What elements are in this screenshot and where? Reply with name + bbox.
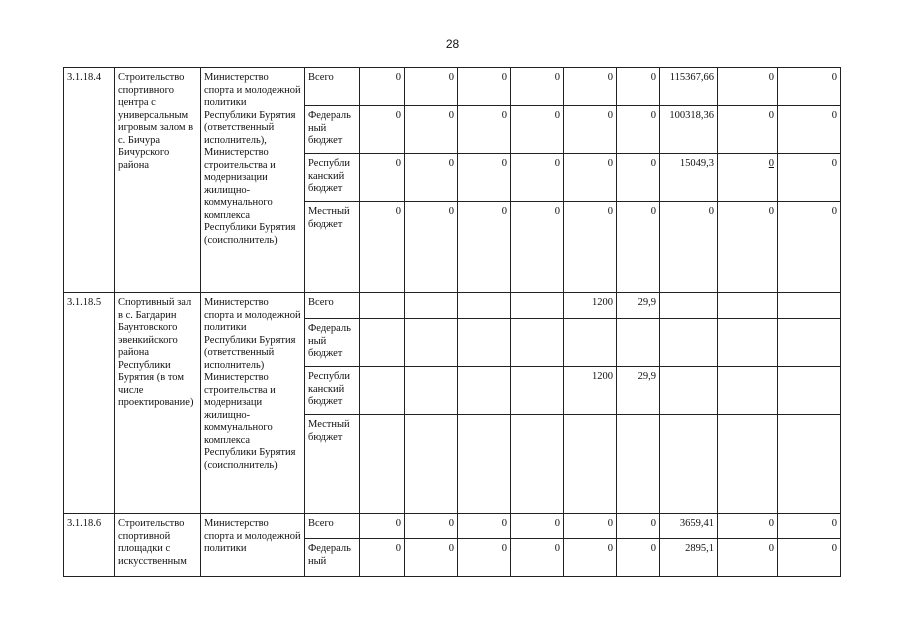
item-name: Строительство спортивной площадки с искусственным xyxy=(115,514,201,577)
value-cell: 0 xyxy=(778,106,841,154)
value-cell: 0 xyxy=(458,514,511,539)
value-cell xyxy=(360,367,405,415)
funding-source: Всего xyxy=(305,293,360,319)
value-cell xyxy=(405,293,458,319)
value-cell xyxy=(778,415,841,514)
table-row xyxy=(64,293,841,319)
value-cell: 0 xyxy=(405,106,458,154)
value-cell xyxy=(458,367,511,415)
value-cell xyxy=(617,415,660,514)
value-cell: 0 xyxy=(405,514,458,539)
value-cell: 0 xyxy=(718,106,778,154)
value-cell: 0 xyxy=(405,68,458,106)
item-code: 3.1.18.5 xyxy=(64,293,115,514)
value-cell: 0 xyxy=(360,202,405,293)
value-cell: 0 xyxy=(564,202,617,293)
value-cell: 0 xyxy=(778,539,841,577)
value-cell xyxy=(360,415,405,514)
value-cell xyxy=(718,154,778,202)
value-cell: 115367,66 xyxy=(660,68,718,106)
item-name: Строительство спортивного центра с универсальным игровым залом в с. Бичура Бичурского района xyxy=(115,68,201,293)
value-cell xyxy=(617,319,660,367)
value-cell xyxy=(660,415,718,514)
funding-source: Местный бюджет xyxy=(305,415,360,514)
value-cell: 100318,36 xyxy=(660,106,718,154)
value-cell: 0 xyxy=(564,106,617,154)
value-cell: 0 xyxy=(511,514,564,539)
value-cell: 1200 xyxy=(564,293,617,319)
value-cell xyxy=(458,319,511,367)
value-cell xyxy=(564,319,617,367)
value-cell xyxy=(718,367,778,415)
underlined-value: 0 xyxy=(768,158,774,169)
value-cell xyxy=(405,319,458,367)
value-cell xyxy=(718,415,778,514)
value-cell: 15049,3 xyxy=(660,154,718,202)
value-cell: 0 xyxy=(660,202,718,293)
value-cell: 0 xyxy=(564,514,617,539)
value-cell: 3659,41 xyxy=(660,514,718,539)
value-cell xyxy=(660,367,718,415)
value-cell xyxy=(405,415,458,514)
value-cell xyxy=(405,367,458,415)
value-cell xyxy=(360,319,405,367)
value-cell: 0 xyxy=(718,539,778,577)
funding-source: Всего xyxy=(305,514,360,539)
value-cell xyxy=(360,293,405,319)
value-cell: 1200 xyxy=(564,367,617,415)
value-cell: 0 xyxy=(564,539,617,577)
funding-source: Федераль ный бюджет xyxy=(305,319,360,367)
table-row xyxy=(64,514,841,539)
value-cell: 0 xyxy=(511,68,564,106)
page-number: 28 xyxy=(445,37,460,51)
value-cell xyxy=(564,415,617,514)
value-cell: 0 xyxy=(778,202,841,293)
value-cell: 0 xyxy=(458,154,511,202)
item-code: 3.1.18.4 xyxy=(64,68,115,293)
value-cell: 0 xyxy=(617,539,660,577)
value-cell: 0 xyxy=(458,106,511,154)
value-cell: 0 xyxy=(360,154,405,202)
value-cell: 29,9 xyxy=(617,367,660,415)
value-cell: 0 xyxy=(360,514,405,539)
value-cell: 0 xyxy=(360,539,405,577)
value-cell: 0 xyxy=(564,68,617,106)
value-cell: 0 xyxy=(617,154,660,202)
value-cell: 0 xyxy=(778,514,841,539)
value-cell xyxy=(458,415,511,514)
value-cell: 0 xyxy=(511,106,564,154)
value-cell xyxy=(511,415,564,514)
item-code: 3.1.18.6 xyxy=(64,514,115,577)
value-cell xyxy=(660,319,718,367)
funding-source: Республи канский бюджет xyxy=(305,367,360,415)
value-cell xyxy=(718,319,778,367)
value-cell: 0 xyxy=(778,68,841,106)
value-cell: 0 xyxy=(778,154,841,202)
item-name: Спортивный зал в с. Багдарин Баунтовского эвенкийского района Республики Бурятия (в том числе проектирование) xyxy=(115,293,201,514)
value-cell xyxy=(718,293,778,319)
value-cell: 29,9 xyxy=(617,293,660,319)
value-cell: 0 xyxy=(718,514,778,539)
value-cell: 0 xyxy=(511,539,564,577)
value-cell: 2895,1 xyxy=(660,539,718,577)
value-cell xyxy=(511,367,564,415)
value-cell: 0 xyxy=(617,514,660,539)
value-cell: 0 xyxy=(405,539,458,577)
value-cell xyxy=(778,367,841,415)
value-cell xyxy=(778,293,841,319)
value-cell xyxy=(660,293,718,319)
funding-source: Республи канский бюджет xyxy=(305,154,360,202)
value-cell: 0 xyxy=(617,202,660,293)
value-cell xyxy=(511,319,564,367)
value-cell: 0 xyxy=(617,106,660,154)
value-cell: 0 xyxy=(360,106,405,154)
funding-source: Федераль ный xyxy=(305,539,360,577)
value-cell: 0 xyxy=(511,202,564,293)
funding-source: Всего xyxy=(305,68,360,106)
page-bottom-margin xyxy=(0,580,905,640)
item-executor: Министерство спорта и молодежной политики Республики Бурятия (ответственный исполнитель), Министерство строительства и модернизации жилищно-коммунального комплекса Республики Бурятия (соисполнитель) xyxy=(201,68,305,293)
value-cell: 0 xyxy=(511,154,564,202)
value-cell xyxy=(778,319,841,367)
value-cell: 0 xyxy=(405,202,458,293)
funding-source: Федераль ный бюджет xyxy=(305,106,360,154)
item-executor: Министерство спорта и молодежной политики xyxy=(201,514,305,577)
budget-table xyxy=(63,67,841,577)
value-cell: 0 xyxy=(564,154,617,202)
funding-source: Местный бюджет xyxy=(305,202,360,293)
value-cell: 0 xyxy=(458,539,511,577)
value-cell: 0 xyxy=(718,202,778,293)
value-cell: 0 xyxy=(458,202,511,293)
value-cell: 0 xyxy=(360,68,405,106)
item-executor: Министерство спорта и молодежной политики Республики Бурятия (ответственный исполнитель) Министерство строительства и модернизаци жилищно-коммунального комплекса Республики Бурятия (соисполнитель) xyxy=(201,293,305,514)
value-cell: 0 xyxy=(718,68,778,106)
value-cell: 0 xyxy=(405,154,458,202)
value-cell: 0 xyxy=(458,68,511,106)
value-cell xyxy=(458,293,511,319)
value-cell: 0 xyxy=(617,68,660,106)
table-row xyxy=(64,68,841,106)
value-cell xyxy=(511,293,564,319)
